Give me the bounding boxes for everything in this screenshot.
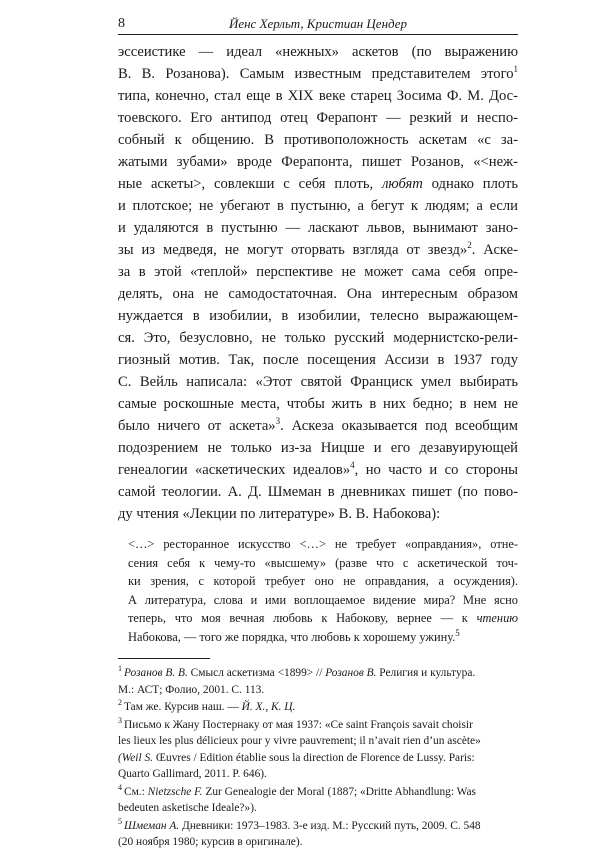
text-line — [118, 239, 518, 261]
text-line — [118, 63, 518, 85]
footnote-text: (20 ноября 1980; курсив в оригинале). — [118, 836, 303, 848]
text-line-content: В. В. Розанова). Самым известным представителем этого — [118, 66, 514, 82]
quote-line: ки зрения, с которой требует оно не оправдания, а осуждения). — [128, 574, 518, 588]
running-header — [118, 14, 518, 35]
text-line: тоевского. Его антипод отец Ферапонт — резкий и неспо- — [118, 110, 518, 126]
footnote-number: 4 — [118, 782, 122, 792]
footnote-text: Дневники: 1973–1983. 3-е изд. М.: Русский путь, 2009. С. 548 — [179, 819, 481, 832]
block-quote — [128, 535, 518, 646]
footnote-ref[interactable]: 5 — [455, 627, 460, 638]
text-line: типа, конечно, стал еще в XIX веке старец Зосима Ф. М. Дос- — [118, 88, 518, 104]
footnote-author: (Weil S. — [118, 751, 154, 764]
book-page — [118, 14, 518, 852]
emphasis: чтению — [476, 611, 518, 625]
footnote-4 — [118, 784, 518, 817]
quote-line-content: Набокова, — того же порядка, что любовь к хорошему ужину. — [128, 629, 456, 644]
footnote-number: 3 — [118, 715, 122, 725]
main-text — [118, 41, 518, 525]
text-line: эссеистике — идеал «нежных» аскетов (по выражению — [118, 44, 518, 60]
footnote-text: Œuvres / Edition établie sous la direction de Florence de Lussy. Paris: — [155, 751, 475, 764]
footnote-number: 2 — [118, 698, 122, 708]
text-line: гиозный мотив. Так, после посещения Ассизи в 1937 году — [118, 352, 518, 368]
footnote-number: 5 — [118, 816, 122, 826]
quote-line — [128, 609, 518, 628]
footnote-ref[interactable]: 4 — [350, 460, 355, 471]
text-line: генеалогии «аскетических идеалов»$^4$, но часто и со стороны — [118, 460, 518, 478]
footnote-text: Религия и культура. — [376, 667, 476, 679]
footnote-ref[interactable]: 1 — [513, 64, 518, 75]
footnote-text: bedeuten asketische Ideale?»). — [118, 802, 257, 814]
footnote-text: Смысл аскетизма <1899> // — [187, 667, 326, 679]
text-line: и плотское; не убегают в пустыню, а бегут к людям; а если — [118, 198, 518, 214]
quote-line: А литература, слова и ими воплощаемое видение мира? Мне ясно — [128, 592, 518, 607]
text-line: подозрением не только из-за Ницше и его дезавуирующей — [118, 440, 518, 456]
quote-line: сения себя к чему-то «высшему» (разве что с аскетической точ- — [128, 555, 518, 570]
footnote-2 — [118, 699, 518, 716]
footnote-text: Там же. Курсив наш. — — [124, 701, 242, 713]
footnote-text: les lieux les plus délicieux pour y vivre pauvrement; il n’avait rien d’un ascète» — [118, 735, 481, 747]
footnotes — [118, 665, 518, 851]
footnote-ref[interactable]: 3 — [275, 416, 281, 427]
text-line: за в этой «теплой» перспективе не может сама себя опре- — [118, 264, 518, 280]
text-line: жатыми зубами» вроде Ферапонта, пишет Розанов, «<неж- — [118, 154, 518, 170]
footnote-text: Quarto Gallimard, 2011. P. 646). — [118, 768, 267, 780]
footnote-text: Zur Genealogie der Moral (1887; «Dritte Abhandlung: Was — [202, 785, 476, 798]
footnote-text: См.: — [124, 785, 148, 798]
text-line: ные аскеты>, совлекши с себя плоть, любят однако плоть — [118, 176, 518, 192]
footnote-author: Розанов В. — [325, 667, 377, 679]
footnote-ref[interactable]: 2 — [467, 240, 472, 251]
footnote-5 — [118, 818, 518, 851]
footnote-text: М.: АСТ; Фолио, 2001. С. 113. — [118, 683, 265, 696]
text-line: и удаляются в пустыню — ласкают львов, вынимают зано- — [118, 220, 518, 236]
footnote-author: Nietzsche F. — [147, 785, 203, 798]
quote-line: <…> ресторанное искусство <…> не требует «оправдания», отне- — [128, 537, 518, 551]
text-line-content: зы из медведя, не могут оторвать взгляда от звезд»$^2$. Аске- — [118, 240, 518, 258]
running-title: Йенс Херльт, Кристиан Цендер — [228, 16, 408, 31]
text-line: С. Вейль написала: «Этот святой Франциск умел выбирать — [118, 374, 518, 390]
footnote-author: Розанов В. В. — [124, 667, 188, 679]
text-line: ду чтения «Лекции по литературе» В. В. Набокова): — [118, 506, 441, 522]
text-line: самые роскошные места, чтобы жить в них бедно; в нем не — [118, 396, 518, 412]
page-number: 8 — [118, 16, 125, 31]
footnote-number: 1 — [118, 664, 122, 674]
footnote-text: Письмо к Жану Постернаку от мая 1937: «Ce saint François savait choisir — [124, 718, 473, 731]
footnote-1 — [118, 665, 518, 698]
footnote-initials: Й. Х., К. Ц. — [241, 701, 296, 713]
text-line: собный к общению. В противоположность аскетам «с за- — [118, 132, 518, 148]
emphasis: любят — [382, 176, 423, 192]
text-line: было ничего от аскета»$^3$. Аскеза оказывается под всеобщим — [118, 416, 518, 434]
quote-line — [128, 628, 518, 647]
text-line: нуждается в изобилии, в изобилии, телесно выражающем- — [118, 308, 518, 324]
quote-line-content: теперь, что моя вечная любовь к Набокову, вернее — к — [128, 611, 468, 625]
text-line: самой теологии. А. Д. Шмеман в дневниках пишет (по пово- — [118, 484, 518, 500]
text-line: делять, она не самодостаточная. Она интересным образом — [118, 286, 518, 302]
footnote-divider — [118, 658, 210, 659]
footnote-author: Шмеман А. — [124, 819, 180, 832]
text-line: ся. Это, безусловно, не только русский модернистско-рели- — [118, 330, 518, 346]
